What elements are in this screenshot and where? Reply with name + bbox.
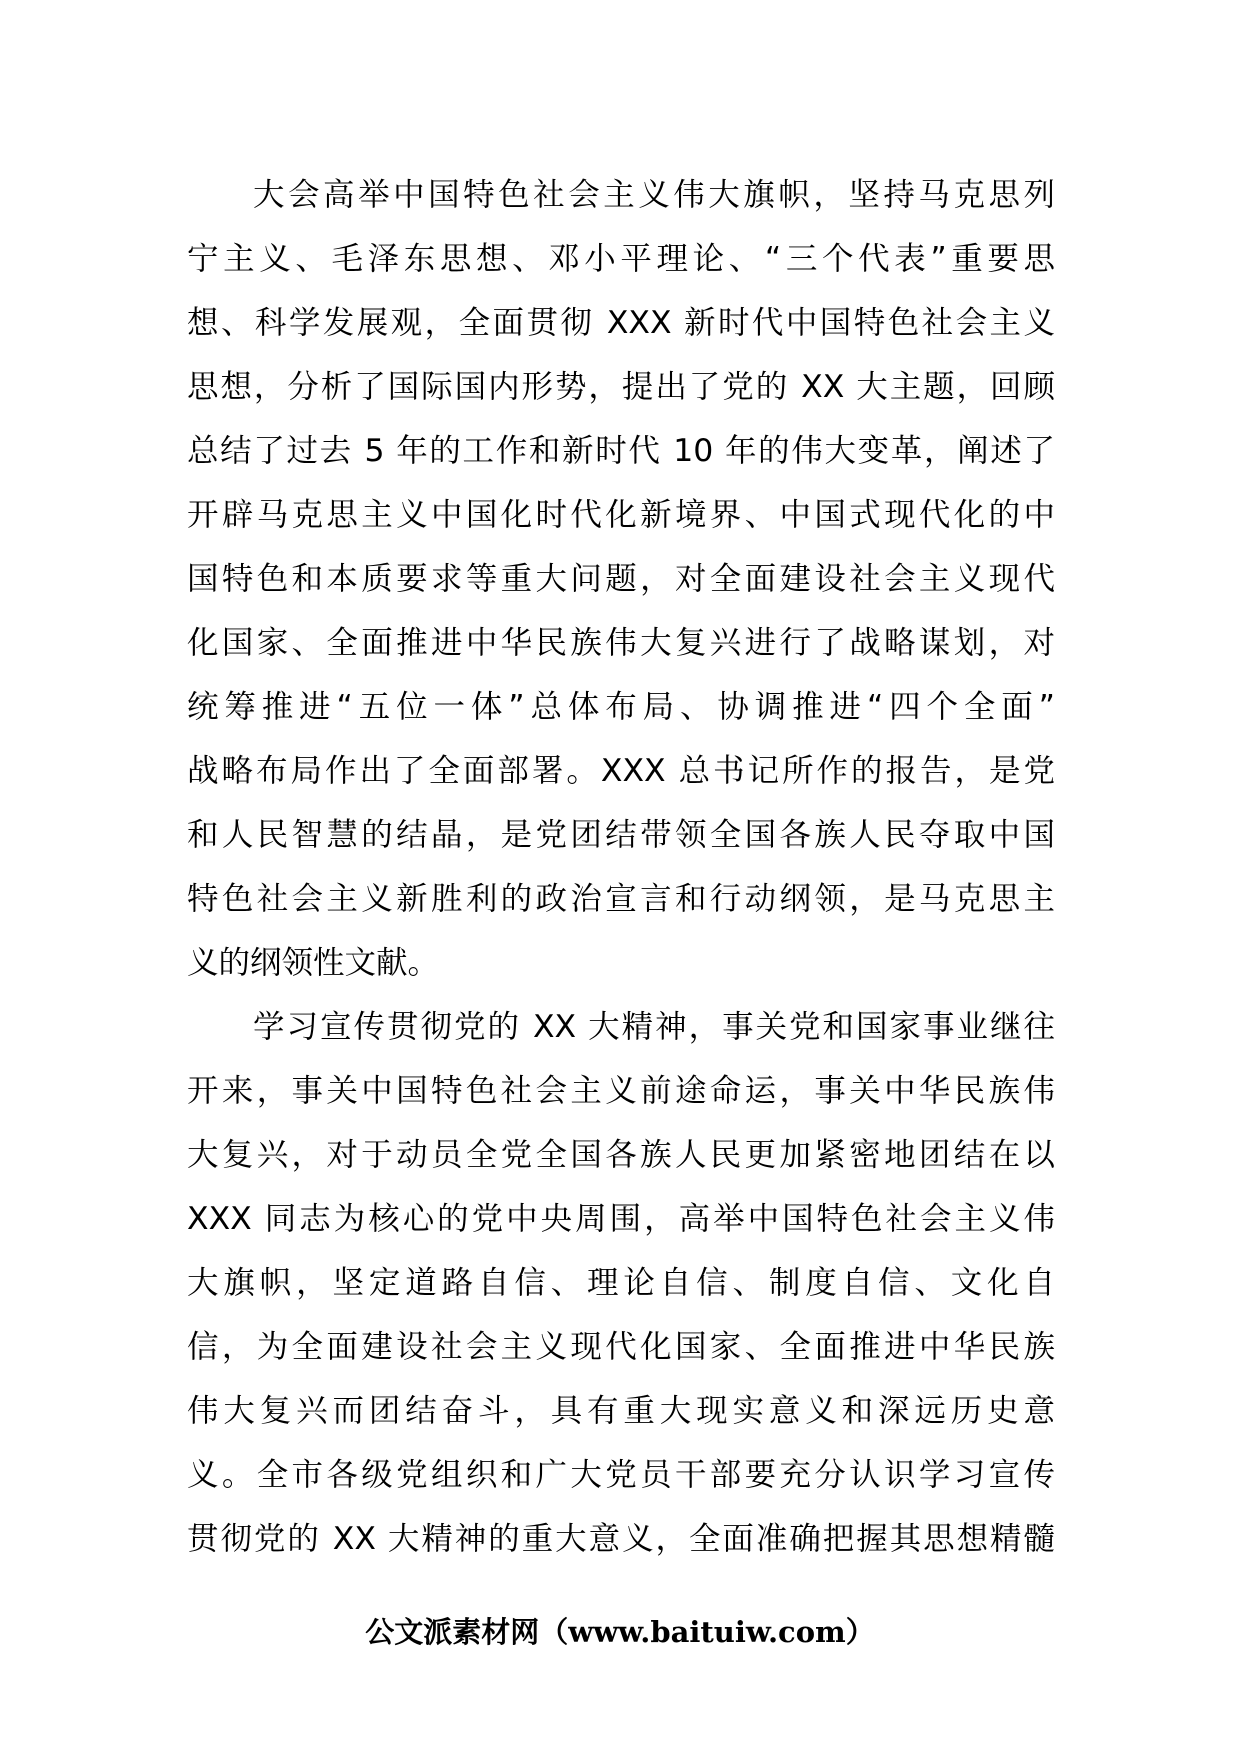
paragraph-line: XXX 同志为核心的党中央周围，高举中国特色社会主义伟 <box>187 1201 1055 1237</box>
paragraph-line: 大旗帜，坚定道路自信、理论自信、制度自信、文化自 <box>187 1265 1055 1301</box>
paragraph-line: 想、科学发展观，全面贯彻 XXX 新时代中国特色社会主义 <box>187 305 1055 341</box>
paragraph-line: 伟大复兴而团结奋斗，具有重大现实意义和深远历史意 <box>187 1393 1055 1429</box>
paragraph-line: 思想，分析了国际国内形势，提出了党的 XX 大主题，回顾 <box>187 369 1055 405</box>
paragraph-line: 宁主义、毛泽东思想、邓小平理论、“三个代表”重要思 <box>187 241 1055 277</box>
paragraph-line: 化国家、全面推进中华民族伟大复兴进行了战略谋划，对 <box>187 625 1055 661</box>
paragraph-line: 义的纲领性文献。 <box>187 945 440 981</box>
footer-watermark: 公文派素材网（www.baituiw.com） <box>365 1615 875 1649</box>
paragraph-line: 统筹推进“五位一体”总体布局、协调推进“四个全面” <box>187 689 1055 725</box>
paragraph-line: 国特色和本质要求等重大问题，对全面建设社会主义现代 <box>187 561 1055 597</box>
paragraph-line: 贯彻党的 XX 大精神的重大意义，全面准确把握其思想精髓 <box>187 1521 1055 1557</box>
paragraph-line: 大会高举中国特色社会主义伟大旗帜，坚持马克思列 <box>253 177 1055 213</box>
paragraph-line: 义。全市各级党组织和广大党员干部要充分认识学习宣传 <box>187 1457 1055 1493</box>
paragraph-line: 信，为全面建设社会主义现代化国家、全面推进中华民族 <box>187 1329 1055 1365</box>
paragraph-line: 战略布局作出了全面部署。XXX 总书记所作的报告，是党 <box>187 753 1055 789</box>
paragraph-1 <box>187 163 1055 995</box>
paragraph-line: 和人民智慧的结晶，是党团结带领全国各族人民夺取中国 <box>187 817 1055 853</box>
paragraph-line: 大复兴，对于动员全党全国各族人民更加紧密地团结在以 <box>187 1137 1055 1173</box>
paragraph-line: 开来，事关中国特色社会主义前途命运，事关中华民族伟 <box>187 1073 1055 1109</box>
document-body <box>187 163 1055 1571</box>
paragraph-line: 总结了过去 5 年的工作和新时代 10 年的伟大变革，阐述了 <box>187 433 1055 469</box>
paragraph-line: 特色社会主义新胜利的政治宣言和行动纲领，是马克思主 <box>187 881 1055 917</box>
paragraph-2 <box>187 995 1055 1571</box>
paragraph-line: 开辟马克思主义中国化时代化新境界、中国式现代化的中 <box>187 497 1055 533</box>
paragraph-line: 学习宣传贯彻党的 XX 大精神，事关党和国家事业继往 <box>253 1009 1055 1045</box>
